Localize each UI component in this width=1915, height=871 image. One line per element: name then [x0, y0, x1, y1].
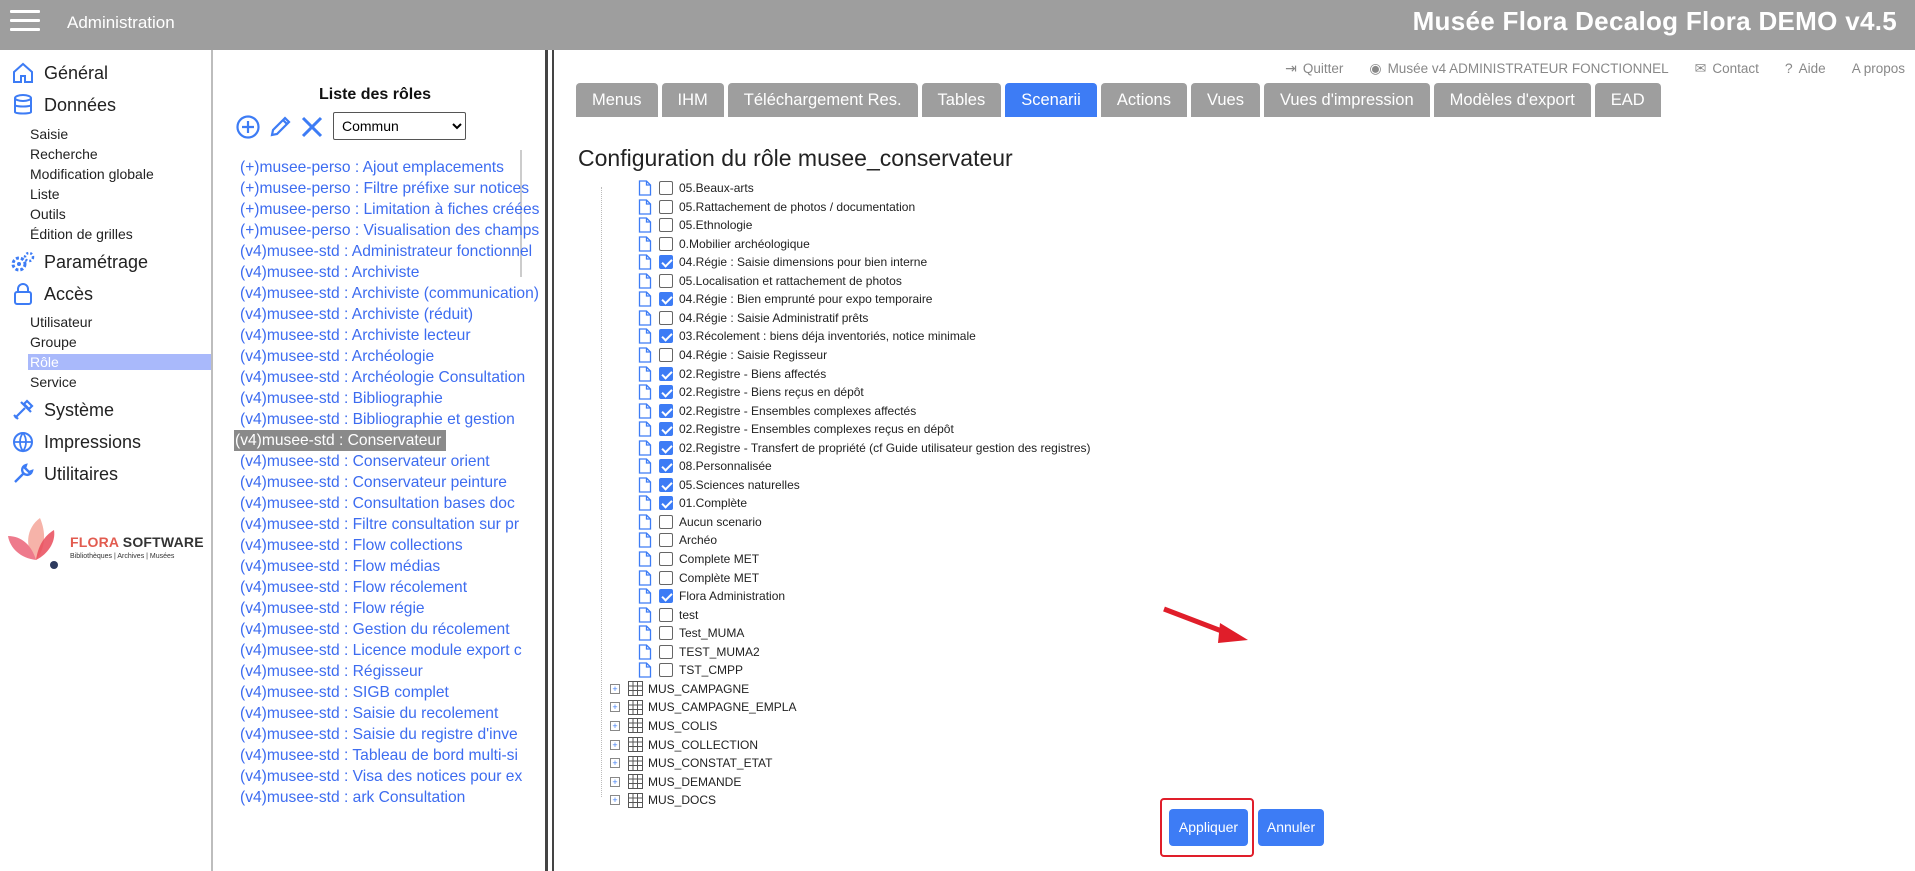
cancel-button[interactable]: Annuler [1258, 809, 1324, 846]
scenario-row [638, 624, 744, 642]
document-icon [638, 477, 652, 493]
nav-item-liste[interactable]: Liste [30, 186, 60, 202]
tab-mod-les-d-export[interactable]: Modèles d'export [1434, 83, 1591, 117]
help-link[interactable]: ? Aide [1784, 60, 1826, 76]
nav-acces[interactable] [10, 280, 93, 308]
role-filter-select[interactable] [333, 112, 466, 140]
scenario-label: Archéo [679, 533, 718, 548]
left-navigation [0, 50, 213, 871]
scenario-label: Aucun scenario [679, 514, 762, 529]
nav-donnees[interactable] [10, 91, 116, 119]
document-icon [638, 180, 652, 196]
table-node-row [610, 773, 741, 791]
scenario-row [638, 513, 762, 531]
table-node-row [610, 736, 758, 754]
expand-plus-icon[interactable]: + [610, 702, 620, 712]
role-list-item[interactable]: (v4)musee-std : Archiviste [240, 264, 420, 281]
document-icon [638, 607, 652, 623]
nav-item-role[interactable]: Rôle [28, 354, 211, 370]
nav-impressions-label: Impressions [44, 431, 142, 452]
scenario-label: 05.Beaux-arts [679, 181, 754, 195]
scenario-row [638, 179, 754, 197]
nav-item-service[interactable]: Service [30, 374, 77, 390]
scenario-row [638, 531, 717, 549]
table-icon [628, 774, 643, 789]
scenario-checkbox[interactable] [659, 348, 673, 362]
table-node-row [610, 680, 749, 698]
table-node-row [610, 698, 796, 716]
user-circle-icon: ◉ [1369, 59, 1382, 76]
nav-general-label: Général [44, 62, 109, 83]
role-list-item[interactable]: (+)musee-perso : Visualisation des champs [240, 222, 540, 239]
scenario-label: 02.Registre - Biens reçus en dépôt [679, 385, 864, 400]
role-list-item[interactable]: (v4)musee-std : Licence module export c [240, 642, 522, 659]
tab-ead[interactable]: EAD [1595, 83, 1661, 117]
nav-utilitaires[interactable] [10, 460, 118, 488]
role-list-item[interactable]: (v4)musee-std : Flow collections [240, 537, 463, 554]
role-list-item[interactable]: (v4)musee-std : Conservateur [234, 430, 446, 451]
role-list-item[interactable]: (v4)musee-std : Flow récolement [240, 579, 468, 596]
scenario-checkbox[interactable] [659, 255, 673, 269]
scenario-row [638, 365, 826, 383]
document-icon [638, 291, 652, 307]
scenario-label: TEST_MUMA2 [679, 644, 760, 659]
config-tabs [576, 83, 1665, 117]
table-node-label: MUS_CAMPAGNE [648, 681, 750, 696]
role-list-item[interactable]: (v4)musee-std : ark Consultation [240, 789, 466, 806]
document-icon [638, 236, 652, 252]
role-list-item[interactable]: (+)musee-perso : Ajout emplacements [240, 159, 504, 176]
role-list-item[interactable]: (v4)musee-std : Gestion du récolement [240, 621, 510, 638]
document-icon [638, 514, 652, 530]
wrench-icon [10, 461, 36, 487]
user-link[interactable]: ◉ Musée v4 ADMINISTRATEUR FONCTIONNEL [1369, 59, 1669, 76]
role-list-item[interactable]: (v4)musee-std : Bibliographie [240, 390, 443, 407]
scenario-row [638, 439, 1091, 457]
nav-systeme[interactable] [10, 396, 114, 424]
table-icon [628, 793, 643, 808]
expand-plus-icon[interactable]: + [610, 758, 620, 768]
nav-impressions[interactable] [10, 428, 141, 456]
document-icon [638, 588, 652, 604]
scenario-label: TST_CMPP [679, 663, 744, 678]
nav-general[interactable] [10, 59, 108, 87]
table-node-label: MUS_DEMANDE [648, 774, 742, 789]
scenario-checkbox[interactable] [659, 533, 673, 547]
nav-utilitaires-label: Utilitaires [44, 463, 119, 484]
roles-panel-title: Liste des rôles [318, 86, 432, 103]
role-list-item[interactable]: (v4)musee-std : Filtre consultation sur pr [240, 516, 520, 533]
table-node-label: MUS_COLLECTION [648, 737, 759, 752]
document-icon [638, 625, 652, 641]
document-icon [638, 403, 652, 419]
role-list-item[interactable]: (v4)musee-std : Archiviste (réduit) [240, 306, 474, 323]
hamburger-menu-icon[interactable] [10, 10, 40, 34]
scenario-row [638, 606, 698, 624]
table-node-label: MUS_CONSTAT_ETAT [648, 756, 773, 771]
scenario-label: 08.Personnalisée [679, 459, 772, 474]
scenario-checkbox[interactable] [659, 571, 673, 585]
lock-icon [10, 281, 36, 307]
role-list-item[interactable]: (v4)musee-std : Conservateur orient [240, 453, 490, 470]
scenario-row [638, 198, 915, 216]
quit-link[interactable]: ⇥ Quitter [1285, 59, 1344, 76]
nav-acces-label: Accès [44, 283, 94, 304]
document-icon [638, 217, 652, 233]
role-list-item[interactable]: (v4)musee-std : Archiviste lecteur [240, 327, 471, 344]
main-content [552, 50, 1915, 871]
scenario-row [638, 587, 785, 605]
scenario-checkbox[interactable] [659, 441, 673, 455]
sign-out-icon: ⇥ [1285, 59, 1297, 76]
scenario-row [638, 327, 976, 345]
edit-pencil-icon[interactable] [267, 114, 293, 140]
scenario-label: 05.Ethnologie [679, 218, 753, 233]
scenario-label: 02.Registre - Transfert de propriété (cf Guide utilisateur gestion des registres) [679, 440, 1091, 455]
nav-item-edition-grilles[interactable]: Édition de grilles [30, 226, 133, 242]
scenario-label: Complète MET [679, 570, 760, 585]
scenario-label: 02.Registre - Biens affectés [679, 366, 827, 381]
document-icon [638, 570, 652, 586]
role-list-item[interactable]: (v4)musee-std : Administrateur fonctionnel [240, 243, 533, 260]
scenario-label: 0.Mobilier archéologique [679, 236, 810, 251]
document-icon [638, 495, 652, 511]
scenario-label: 04.Régie : Saisie Regisseur [679, 347, 828, 362]
about-link[interactable]: A propos [1851, 60, 1905, 76]
role-list-item[interactable]: (+)musee-perso : Limitation à fiches créées [240, 201, 540, 218]
app-title: Musée Flora Decalog Flora DEMO v4.5 [1412, 6, 1897, 36]
document-icon [638, 310, 652, 326]
scenario-checkbox[interactable] [659, 311, 673, 325]
scenario-row [638, 569, 759, 587]
expand-plus-icon[interactable]: + [610, 795, 620, 805]
role-list-item[interactable]: (v4)musee-std : Flow médias [240, 558, 441, 575]
logo-text: FLORA SOFTWARE [70, 534, 204, 550]
gears-icon [10, 249, 36, 275]
document-icon [638, 662, 652, 678]
role-list-item[interactable]: (v4)musee-std : Saisie du recolement [240, 705, 499, 722]
document-icon [638, 440, 652, 456]
scenario-label: 05.Rattachement de photos / documentation [679, 199, 916, 214]
scenario-checkbox[interactable] [659, 645, 673, 659]
scenario-checkbox[interactable] [659, 552, 673, 566]
page-title: Configuration du rôle musee_conservateur [578, 145, 1013, 171]
nav-item-recherche[interactable]: Recherche [30, 146, 98, 162]
document-icon [638, 254, 652, 270]
scenario-checkbox[interactable] [659, 459, 673, 473]
add-icon[interactable] [235, 114, 261, 140]
scenario-checkbox[interactable] [659, 515, 673, 529]
tab-menus[interactable]: Menus [576, 83, 658, 117]
scenario-checkbox[interactable] [659, 663, 673, 677]
scenario-row [638, 420, 954, 438]
tab-t-l-chargement-res[interactable]: Téléchargement Res. [728, 83, 918, 117]
delete-x-icon[interactable] [299, 114, 325, 140]
document-icon [638, 421, 652, 437]
table-icon [628, 756, 643, 771]
scenario-row [638, 309, 868, 327]
scenario-tree [601, 181, 1501, 808]
scenario-checkbox[interactable] [659, 292, 673, 306]
top-links [1259, 58, 1905, 78]
flora-flower-icon [6, 510, 66, 572]
scenario-row [638, 661, 743, 679]
contact-link[interactable]: ✉ Contact [1694, 59, 1759, 76]
scenario-checkbox[interactable] [659, 478, 673, 492]
scenario-row [638, 457, 772, 475]
expand-plus-icon[interactable]: + [610, 740, 620, 750]
database-icon [10, 92, 36, 118]
scenario-row [638, 383, 864, 401]
scenario-label: 05.Localisation et rattachement de photos [679, 273, 902, 288]
nav-parametrage-label: Paramétrage [44, 251, 149, 272]
role-list-item[interactable]: (v4)musee-std : Conservateur peinture [240, 474, 507, 491]
expand-plus-icon[interactable]: + [610, 777, 620, 787]
scenario-label: 04.Régie : Saisie Administratif prêts [679, 310, 869, 325]
roles-panel [215, 50, 548, 871]
nav-item-saisie[interactable]: Saisie [30, 126, 69, 142]
document-icon [638, 458, 652, 474]
scenario-row [638, 476, 800, 494]
scenario-row [638, 494, 747, 512]
table-node-label: MUS_COLIS [648, 718, 718, 733]
document-icon [638, 384, 652, 400]
scenario-row [638, 402, 916, 420]
nav-parametrage[interactable] [10, 248, 148, 276]
role-list-item[interactable]: (v4)musee-std : Saisie du registre d'inve [240, 726, 518, 743]
scenario-label: 02.Registre - Ensembles complexes reçus en dépôt [679, 422, 954, 437]
table-icon [628, 737, 643, 752]
document-icon [638, 273, 652, 289]
scenario-checkbox[interactable] [659, 367, 673, 381]
nav-item-modification-globale[interactable]: Modification globale [30, 166, 154, 182]
globe-icon [10, 429, 36, 455]
roles-toolbar [235, 112, 331, 142]
scenario-checkbox[interactable] [659, 181, 673, 195]
table-icon [628, 700, 643, 715]
document-icon [638, 347, 652, 363]
scenario-row [638, 290, 932, 308]
scenario-row [638, 253, 927, 271]
document-icon [638, 551, 652, 567]
document-icon [638, 366, 652, 382]
role-list-item[interactable]: (v4)musee-std : Archéologie Consultation [240, 369, 526, 386]
scenario-label: 04.Régie : Bien emprunté pour expo temporaire [679, 292, 933, 307]
scenario-row [638, 550, 759, 568]
scenario-checkbox[interactable] [659, 496, 673, 510]
document-icon [638, 532, 652, 548]
nav-item-groupe[interactable]: Groupe [30, 334, 77, 350]
table-node-row [610, 717, 717, 735]
scenario-checkbox[interactable] [659, 218, 673, 232]
role-list-item[interactable]: (v4)musee-std : Consultation bases doc [240, 495, 515, 512]
scenario-checkbox[interactable] [659, 589, 673, 603]
section-title: Administration [67, 13, 175, 32]
scenario-checkbox[interactable] [659, 385, 673, 399]
tab-vues-d-impression[interactable]: Vues d'impression [1264, 83, 1430, 117]
nav-systeme-label: Système [44, 399, 115, 420]
role-list-item[interactable]: (v4)musee-std : SIGB complet [240, 684, 449, 701]
expand-plus-icon[interactable]: + [610, 684, 620, 694]
expand-plus-icon[interactable]: + [610, 721, 620, 731]
role-list-item[interactable]: (v4)musee-std : Flow régie [240, 600, 425, 617]
scenario-checkbox[interactable] [659, 237, 673, 251]
role-list-item[interactable]: (+)musee-perso : Filtre préfixe sur notices [240, 180, 530, 197]
role-list-item[interactable]: (v4)musee-std : Visa des notices pour ex [240, 768, 523, 785]
scenario-row [638, 643, 760, 661]
tab-actions[interactable]: Actions [1101, 83, 1187, 117]
table-node-row [610, 791, 716, 809]
document-icon [638, 199, 652, 215]
scenario-label: test [679, 607, 699, 622]
tools-icon [10, 397, 36, 423]
document-icon [638, 644, 652, 660]
role-list-item[interactable]: (v4)musee-std : Bibliographie et gestion [240, 411, 515, 428]
home-icon [10, 60, 36, 86]
red-arrow-annotation [1162, 605, 1252, 645]
scenario-row [638, 272, 902, 290]
scenario-checkbox[interactable] [659, 608, 673, 622]
scenario-label: Flora Administration [679, 589, 786, 604]
flora-software-logo [6, 510, 206, 572]
document-icon [638, 328, 652, 344]
scenario-label: Test_MUMA [679, 626, 745, 641]
table-node-row [610, 754, 772, 772]
tab-vues[interactable]: Vues [1191, 83, 1260, 117]
top-bar [0, 0, 1915, 50]
scenario-label: 04.Régie : Saisie dimensions pour bien interne [679, 255, 928, 270]
nav-donnees-label: Données [44, 94, 117, 115]
tab-scenarii[interactable]: Scenarii [1005, 83, 1097, 117]
envelope-icon: ✉ [1694, 59, 1707, 76]
logo-tagline: Bibliothèques | Archives | Musées [70, 553, 175, 560]
scenario-checkbox[interactable] [659, 329, 673, 343]
scenario-checkbox[interactable] [659, 422, 673, 436]
nav-item-utilisateur[interactable]: Utilisateur [30, 314, 93, 330]
scenario-checkbox[interactable] [659, 274, 673, 288]
scenario-row [638, 235, 810, 253]
nav-item-outils[interactable]: Outils [30, 206, 66, 222]
role-list-item[interactable]: (v4)musee-std : Archiviste (communication) [240, 285, 539, 302]
table-icon [628, 718, 643, 733]
scenario-checkbox[interactable] [659, 626, 673, 640]
scenario-checkbox[interactable] [659, 404, 673, 418]
scenario-label: 05.Sciences naturelles [679, 477, 800, 492]
table-node-label: MUS_DOCS [648, 793, 717, 808]
role-list-item[interactable]: (v4)musee-std : Archéologie [240, 348, 435, 365]
scenario-label: 03.Récolement : biens déja inventoriés, notice minimale [679, 329, 976, 344]
apply-button[interactable]: Appliquer [1169, 809, 1248, 846]
tab-ihm[interactable]: IHM [662, 83, 724, 117]
table-node-label: MUS_CAMPAGNE_EMPLA [648, 700, 797, 715]
scenario-checkbox[interactable] [659, 200, 673, 214]
scenario-label: 01.Complète [679, 496, 748, 511]
table-icon [628, 681, 643, 696]
scenario-label: Complete MET [679, 552, 760, 566]
role-list-item[interactable]: (v4)musee-std : Tableau de bord multi-si [240, 747, 518, 764]
scenario-label: 02.Registre - Ensembles complexes affectés [679, 403, 917, 418]
scenario-row [638, 346, 827, 364]
scenario-row [638, 216, 752, 234]
question-icon: ? [1784, 60, 1793, 76]
role-list [235, 157, 540, 867]
tab-tables[interactable]: Tables [922, 83, 1002, 117]
role-list-item[interactable]: (v4)musee-std : Régisseur [240, 663, 423, 680]
